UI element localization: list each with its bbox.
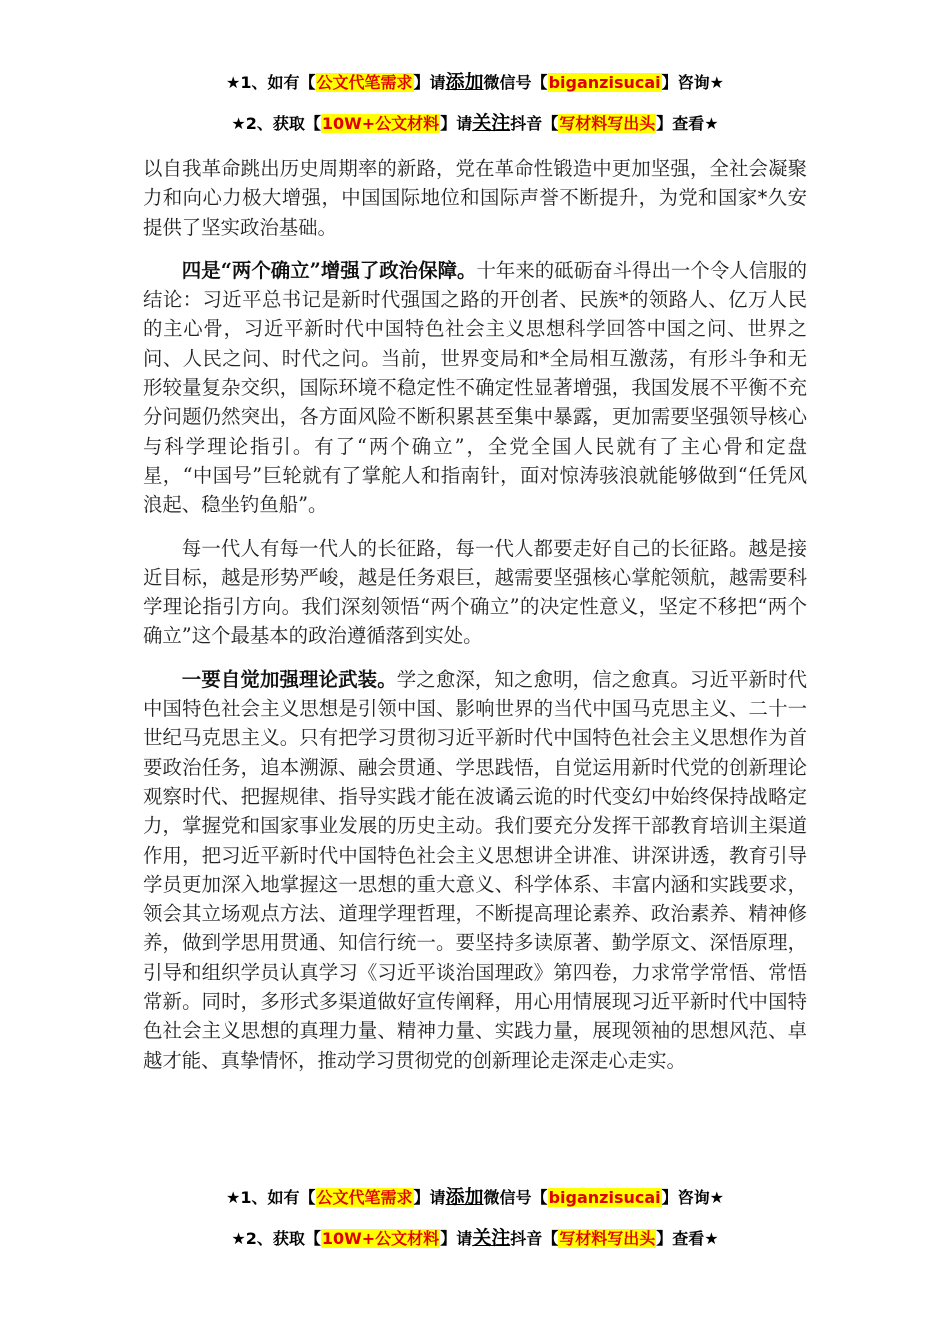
star-icon: ★ [231,1229,246,1248]
banner-text: 1、如有【 [240,73,316,92]
banner-text: 】咨询★ [661,73,724,92]
header-ad-line-1 [0,69,950,96]
banner-text: 】请 [440,1229,473,1248]
header-ad-line-2 [0,110,950,137]
star-icon: ★ [226,73,241,92]
banner-text: 】查看★ [656,114,719,133]
wechat-id: biganzisucai [548,73,661,92]
banner-text: 】咨询★ [661,1188,724,1207]
douyin-account: 写材料写出头 [559,114,656,133]
highlight-text: 公文代笔需求 [316,73,413,92]
paragraph-lead: 一要自觉加强理论武装。 [181,667,397,691]
banner-text: 抖音【 [510,1229,559,1248]
paragraph-text: 以自我革命跳出历史周期率的新路，党在革命性锻造中更加坚强，全社会凝聚力和向心力极大增强，中国国际地位和国际声誉不断提升，为党和国家*久安提供了坚实政治基础。 [143,157,807,239]
banner-text: 】查看★ [656,1229,719,1248]
emphasis-text: 关注 [472,1227,511,1249]
emphasis-text: 添加 [445,1186,484,1208]
highlight-text: 公文代笔需求 [316,1188,413,1207]
paragraph-text: 每一代人有每一代人的长征路，每一代人都要走好自己的长征路。越是接近目标，越是形势严峻，越是任务艰巨，越需要坚强核心掌舵领航，越需要科学理论指引方向。我们深刻领悟“两个确立”的决定性意义，坚定不移把“两个确立”这个最基本的政治遵循落到实处。 [143,536,807,648]
star-icon: ★ [231,114,246,133]
douyin-account: 写材料写出头 [559,1229,656,1248]
banner-text: 2、获取【 [245,1229,321,1248]
banner-text: 微信号【 [483,1188,548,1207]
emphasis-text: 添加 [445,71,484,93]
banner-text: 】请 [440,114,473,133]
banner-text: 抖音【 [510,114,559,133]
paragraph-4 [143,665,807,1075]
paragraph-text: 学之愈深，知之愈明，信之愈真。习近平新时代中国特色社会主义思想是引领中国、影响世界的当代中国马克思主义、二十一世纪马克思主义。只有把学习贯彻习近平新时代中国特色社会主义思想作为首要政治任务，追本溯源、融会贯通、学思践悟，自觉运用新时代党的创新理论观察时代、把握规律、指导实践才能在波谲云诡的时代变幻中始终保持战略定力，掌握党和国家事业发展的历史主动。我们要充分发挥干部教育培训主渠道作用，把习近平新时代中国特色社会主义思想讲全讲准、讲深讲透，教育引导学员更加深入地掌握这一思想的重大意义、科学体系、丰富内涵和实践要求，领会其立场观点方法、道理学理哲理，不断提高理论素养、政治素养、精神修养，做到学思用贯通、知信行统一。要坚持多读原著、勤学原文、深悟原理，引导和组织学员认真学习《习近平谈治国理政》第四卷，力求常学常悟、常悟常新。同时，多形式多渠道做好宣传阐释，用心用情展现习近平新时代中国特色社会主义思想的真理力量、精神力量、实践力量，展现领袖的思想风范、卓越才能、真挚情怀，推动学习贯彻党的创新理论走深走心走实。 [143,667,808,1072]
star-icon: ★ [226,1188,241,1207]
highlight-text: 10W+公文材料 [321,1229,440,1248]
paragraph-3 [143,534,807,651]
paragraph-2 [143,256,807,520]
emphasis-text: 关注 [472,112,511,134]
banner-text: 2、获取【 [245,114,321,133]
footer-ad-line-1 [0,1184,950,1211]
highlight-text: 10W+公文材料 [321,114,440,133]
banner-text: 1、如有【 [240,1188,316,1207]
banner-text: 】请 [413,73,446,92]
footer-ad-line-2 [0,1225,950,1252]
paragraph-1 [143,154,807,242]
wechat-id: biganzisucai [548,1188,661,1207]
banner-text: 微信号【 [483,73,548,92]
paragraph-lead: 四是“两个确立”增强了政治保障。 [181,258,477,282]
document-body [143,154,807,1075]
paragraph-text: 十年来的砥砺奋斗得出一个令人信服的结论：习近平总书记是新时代强国之路的开创者、民族*的领路人、亿万人民的主心骨，习近平新时代中国特色社会主义思想科学回答中国之问、世界之问、人民之问、时代之问。当前，世界变局和*全局相互激荡，有形斗争和无形较量复杂交织，国际环境不稳定性不确定性显著增强，我国发展不平衡不充分问题仍然突出，各方面风险不断积累甚至集中暴露，更加需要坚强领导核心与科学理论指引。有了“两个确立”，全党全国人民就有了主心骨和定盘星，“中国号”巨轮就有了掌舵人和指南针，面对惊涛骇浪就能够做到“任凭风浪起、稳坐钓鱼船”。 [143,258,807,517]
banner-text: 】请 [413,1188,446,1207]
